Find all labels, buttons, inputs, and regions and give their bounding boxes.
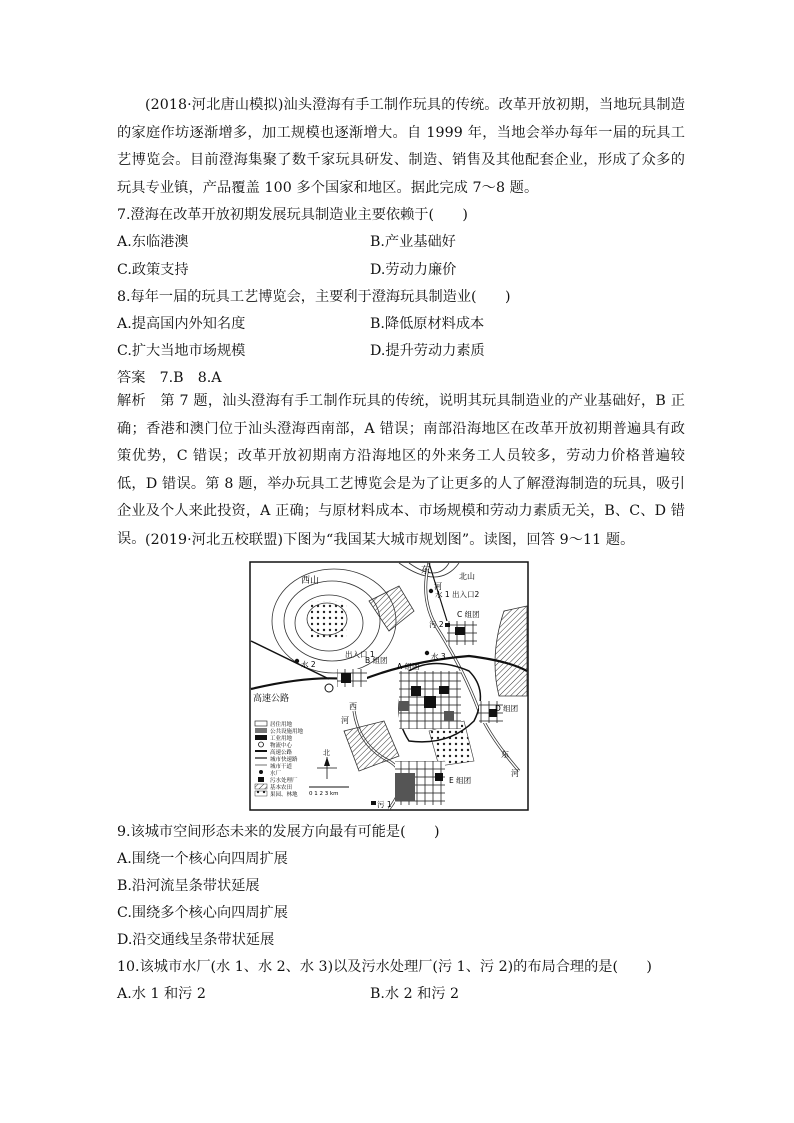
water-plant-3-icon — [425, 651, 429, 655]
legend-8: 污水处理厂 — [270, 778, 298, 784]
question-9-option-d: D.沿交通线呈条带状延展 — [117, 932, 275, 948]
question-8-stem: 8.每年一届的玩具工艺博览会，主要利于澄海玩具制造业( ) — [117, 289, 511, 305]
legend-7: 水厂 — [270, 771, 282, 777]
question-8-option-c: C.扩大当地市场规模 — [117, 343, 246, 359]
sewage-plant-1-icon — [371, 801, 376, 805]
legend-9: 基本农田 — [270, 785, 293, 791]
label-d-group: D 组团 — [495, 704, 519, 713]
label-dong-lower: 东 — [501, 750, 509, 759]
scale-label: 0 1 2 3 km — [309, 791, 339, 797]
label-he-right: 河 — [511, 769, 519, 778]
legend-2: 工业用地 — [270, 736, 293, 742]
legend-3: 物流中心 — [270, 743, 293, 749]
question-9-stem: 9.该城市空间形态未来的发展方向最有可能是( ) — [117, 824, 440, 840]
label-e-group: E 组团 — [449, 776, 472, 785]
city-planning-map — [249, 561, 529, 811]
label-shui3: 水 3 — [431, 652, 446, 661]
label-shui2: 水 2 — [301, 660, 316, 669]
label-he-left: 河 — [341, 716, 349, 725]
question-9-option-c: C.围绕多个核心向四周扩展 — [117, 905, 288, 921]
question-8-option-d: D.提升劳动力素质 — [370, 343, 485, 359]
question-8-option-b: B.降低原材料成本 — [370, 316, 485, 332]
label-xishan: 西山 — [301, 576, 320, 586]
question-7-option-c: C.政策支持 — [117, 262, 189, 278]
orchard-forest-xishan — [311, 601, 347, 639]
legend-4: 高速公路 — [270, 750, 293, 756]
water-plant-2-icon — [295, 659, 299, 663]
north-label: 北 — [323, 749, 330, 757]
question-7-option-d: D.劳动力廉价 — [370, 262, 457, 278]
intro-paragraph-2: (2019·河北五校联盟)下图为“我国某大城市规划图”。读图，回答 9～11 题。 — [145, 532, 635, 548]
question-10-stem: 10.该城市水厂(水 1、水 2、水 3)以及污水处理厂(污 1、污 2)的布局合理的是( ) — [117, 959, 652, 975]
label-he-top: 河 — [434, 582, 442, 591]
label-beishan: 北山 — [459, 572, 475, 581]
label-xi: 西 — [349, 702, 357, 711]
city-planning-map-svg — [249, 561, 529, 811]
legend-1: 公共设施用地 — [270, 729, 304, 735]
question-10-option-a: A.水 1 和污 2 — [117, 986, 206, 1002]
legend-5: 城市快速路 — [270, 757, 298, 763]
legend-0: 居住用地 — [270, 722, 293, 728]
answer-line: 答案 7.B 8.A — [117, 370, 222, 386]
label-a-group: A 组团 — [397, 662, 420, 671]
label-entrance-1: 出入口 1 — [345, 650, 375, 659]
label-dong: 东 — [421, 566, 431, 576]
analysis-paragraph: 解析 第 7 题，汕头澄海有手工制作玩具的传统，说明其玩具制造业的产业基础好，B 正确；香港和澳门位于汕头澄海西南部，A 错误；南部沿海地区在改革开放初期普遍具有政策优势，C 错误；改革开放初期南方沿海地区的外来务工人员较多，劳动力价格普遍较低，D 错误。第 8 题，举办玩具工艺博览会是为了让更多的人了解澄海制造的玩具，吸引企业及个人来此投资，A 正确；与原材料成本、市场规模和劳动力素质无关，B、C、D 错误。 — [117, 393, 685, 547]
label-c-group: C 组团 — [457, 610, 480, 619]
question-7-stem: 7.澄海在改革开放初期发展玩具制造业主要依赖于( ) — [117, 207, 468, 223]
intro-paragraph-1: (2018·河北唐山模拟)汕头澄海有手工制作玩具的传统。改革开放初期，当地玩具制造的家庭作坊逐渐增多，加工规模也逐渐增大。自 1999 年，当地会举办每年一届的玩具工艺博览会。目前澄海集聚了数千家玩具研发、制造、销售及其他配套企业，形成了众多的玩具专业镇，产品覆盖 100 多个国家和地区。据此完成 7～8 题。 — [117, 97, 685, 196]
question-8-option-a: A.提高国内外知名度 — [117, 316, 246, 332]
label-wu2: 污 2 — [429, 620, 444, 629]
question-7-option-b: B.产业基础好 — [370, 234, 456, 250]
logistics-center-icon — [325, 684, 333, 692]
sewage-plant-2-icon — [445, 623, 450, 627]
question-9-option-b: B.沿河流呈条带状延展 — [117, 878, 260, 894]
label-entrance-2: 水 1 出入口2 — [435, 590, 480, 599]
water-plant-1-icon — [429, 589, 433, 593]
label-wu1: 污 1 — [377, 800, 392, 809]
question-7-option-a: A.东临港澳 — [117, 234, 189, 250]
label-b-group: B 组团 — [365, 656, 388, 665]
label-highway: 高速公路 — [253, 694, 290, 704]
question-10-option-b: B.水 2 和污 2 — [370, 986, 460, 1002]
legend-6: 城市干道 — [270, 764, 293, 770]
question-9-option-a: A.围绕一个核心向四周扩展 — [117, 851, 288, 867]
legend-10: 果园、林地 — [270, 792, 298, 798]
